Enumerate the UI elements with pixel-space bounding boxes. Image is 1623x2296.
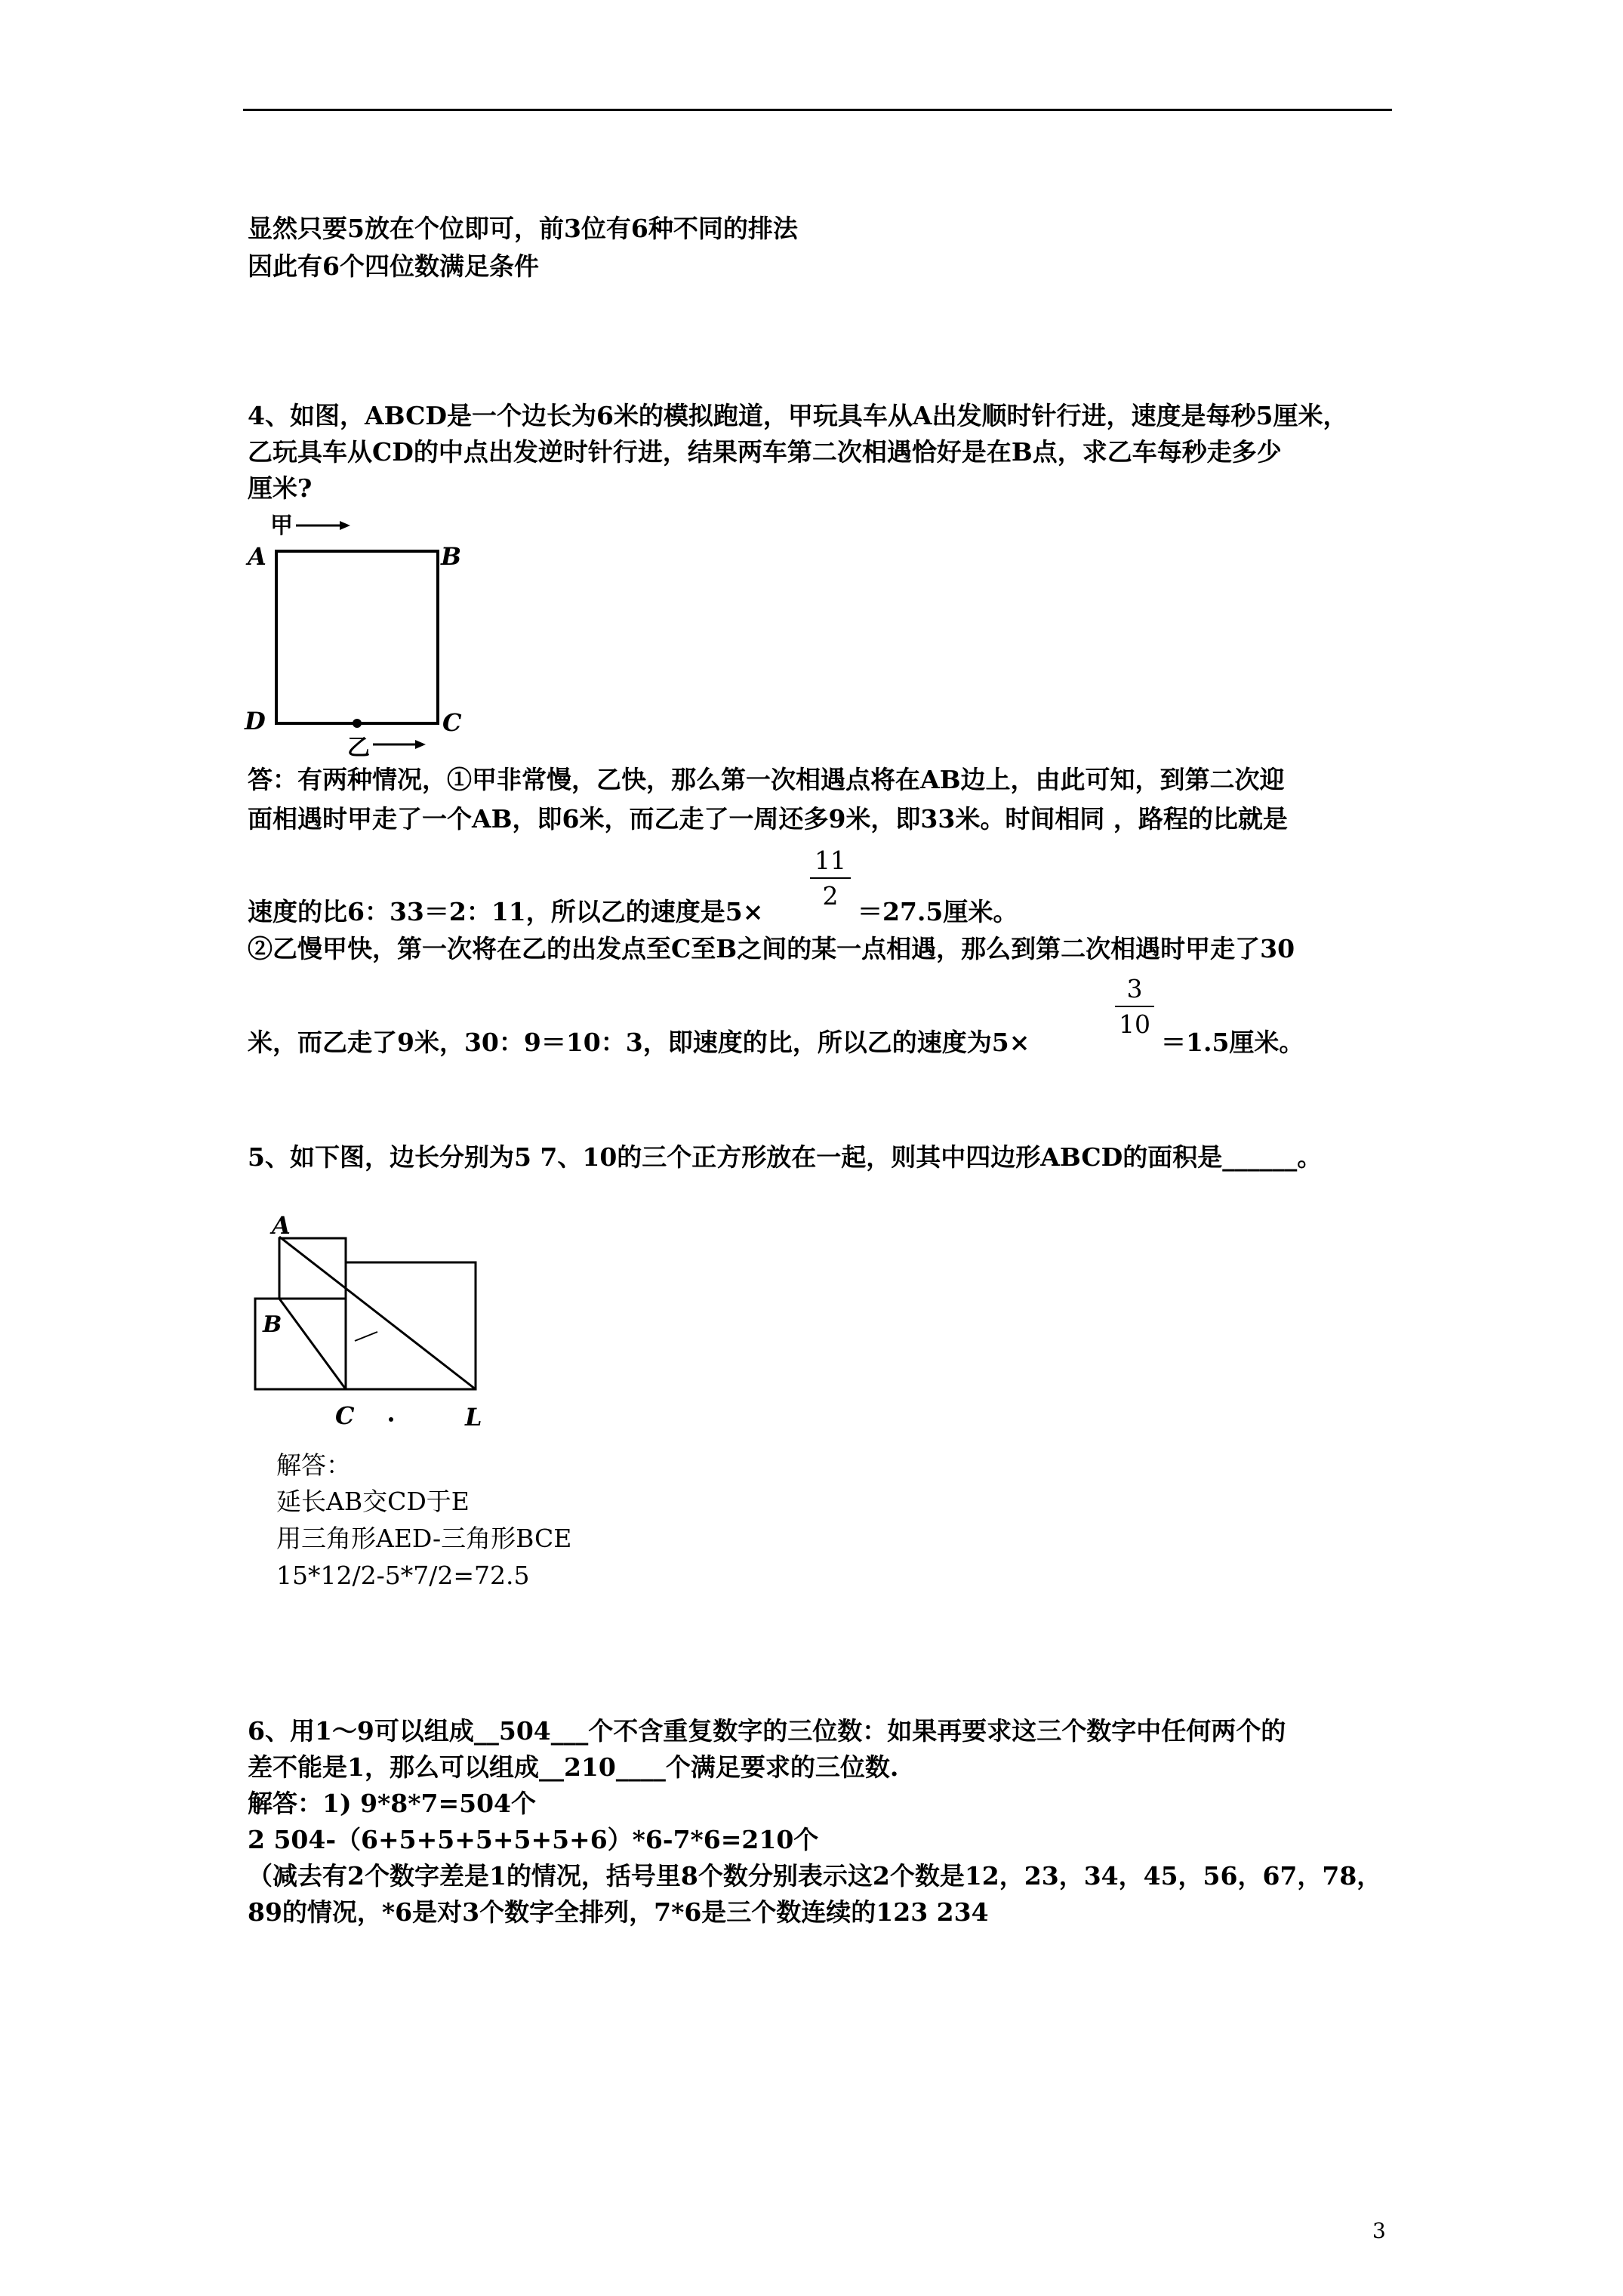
q4-line-3: 厘米?: [248, 473, 313, 503]
intro-line-1: 显然只要5放在个位即可，前3位有6种不同的排法: [248, 214, 798, 243]
q4-answer-3-pre: 速度的比6：33＝2：11，所以乙的速度是5×: [248, 897, 764, 926]
q4-answer-5-pre: 米，而乙走了9米，30：9＝10：3，即速度的比，所以乙的速度为5×: [248, 1028, 1030, 1057]
q6-solution-3: （减去有2个数字差是1的情况，括号里8个数分别表示这2个数是12，23，34，45，56，67，78，: [248, 1861, 1382, 1891]
q4-fraction-1-numerator: 11: [815, 846, 846, 875]
q5-solution-1: 延长AB交CD于E: [276, 1487, 470, 1516]
q4-label-A: A: [248, 542, 266, 571]
intro-line-2: 因此有6个四位数满足条件: [248, 251, 539, 281]
q4-answer-2: 面相遇时甲走了一个AB，即6米，而乙走了一周还多9米，即33米。时间相同 ，路程的比就是: [248, 804, 1288, 834]
q6-solution-4: 89的情况，*6是对3个数字全排列，7*6是三个数连续的123 234: [248, 1897, 989, 1927]
q4-line-2: 乙玩具车从CD的中点出发逆时针行进，结果两车第二次相遇恰好是在B点，求乙车每秒走多少: [248, 437, 1282, 467]
q5-label-C: C: [335, 1401, 355, 1430]
q4-square-abcd: [276, 551, 438, 723]
q4-label-yi: 乙: [347, 735, 370, 761]
q5-solution-3: 15*12/2-5*7/2=72.5: [276, 1561, 530, 1590]
q5-three-squares-figure: [242, 1207, 498, 1448]
q6-line-1: 6、用1～9可以组成__504___个不含重复数字的三位数：如果再要求这三个数字中任何两个的: [248, 1716, 1286, 1746]
q4-line-1: 4、如图，ABCD是一个边长为6米的模拟跑道，甲玩具车从A出发顺时针行进，速度是每秒5厘米，: [248, 401, 1348, 430]
q6-solution-1: 解答：1) 9*8*7=504个: [248, 1789, 536, 1818]
header-rule: [243, 109, 1392, 111]
q4-fraction-3-10: [1115, 974, 1154, 1039]
q4-answer-3-post: ＝27.5厘米。: [858, 897, 1018, 926]
q5-solution-2: 用三角形AED-三角形BCE: [276, 1524, 572, 1553]
q4-label-C: C: [442, 708, 462, 737]
q5-solution-title: 解答：: [276, 1450, 351, 1480]
q4-answer-1: 答：有两种情况，①甲非常慢，乙快，那么第一次相遇点将在AB边上，由此可知，到第二次迎: [248, 765, 1285, 794]
q5-label-L: L: [465, 1403, 482, 1432]
q4-answer-5-post: ＝1.5厘米。: [1161, 1028, 1304, 1057]
page-number: 3: [1372, 2218, 1386, 2243]
q5-label-A: A: [272, 1211, 291, 1240]
q5-label-B: B: [263, 1311, 282, 1338]
q4-fraction-1-denominator: 2: [822, 881, 839, 911]
q4-fraction-11-2: [810, 846, 851, 911]
q6-solution-2: 2 504-（6+5+5+5+5+5+6）*6-7*6=210个: [248, 1825, 819, 1854]
q4-label-jia: 甲: [270, 513, 293, 539]
q4-midpoint-cd: [353, 719, 362, 728]
q4-fraction-2-denominator: 10: [1119, 1009, 1150, 1039]
q5-line-1: 5、如下图，边长分别为5 7、10的三个正方形放在一起，则其中四边形ABCD的面积是______。: [248, 1142, 1323, 1172]
q6-line-2: 差不能是1，那么可以组成__210____个满足要求的三位数.: [248, 1752, 899, 1782]
q4-label-D: D: [245, 707, 266, 735]
q4-label-B: B: [441, 542, 462, 571]
q4-square-track-figure: [242, 506, 483, 763]
q4-fraction-2-numerator: 3: [1126, 974, 1143, 1003]
q4-answer-4: ②乙慢甲快，第一次将在乙的出发点至C至B之间的某一点相遇，那么到第二次相遇时甲走了30: [248, 934, 1295, 963]
